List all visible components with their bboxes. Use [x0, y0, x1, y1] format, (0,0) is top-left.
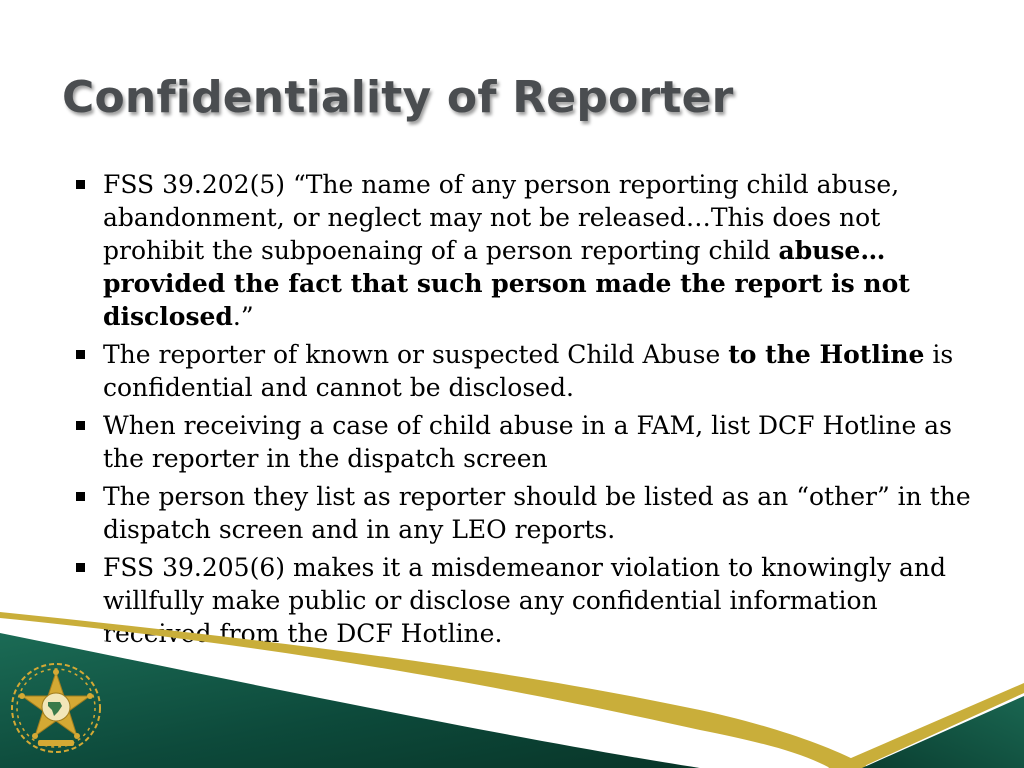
bullet-text-bold: to the Hotline [728, 340, 925, 369]
bullet-text: FSS 39.205(6) makes it a misdemeanor violation to knowingly and willfully make public or disclose any confidential information received from the DCF Hotline. [103, 553, 947, 648]
bullet-text-bold: abuse…provided the fact that such person made the report is not disclosed [103, 236, 910, 331]
bullet-text: is confidential and cannot be disclosed. [103, 340, 954, 402]
footer-green-band-right [862, 696, 1024, 768]
bullet-text: The reporter of known or suspected Child Abuse [103, 340, 729, 369]
slide-title: Confidentiality of Reporter [62, 72, 734, 123]
bullet-text: The person they list as reporter should be listed as an “other” in the dispatch screen and in any LEO reports. [103, 482, 971, 544]
bullet-text: .” [232, 302, 254, 331]
bullet-text: FSS 39.202(5) “The name of any person reporting child abuse, abandonment, or neglect may not be released…This does not prohibit the subpoenaing of a person reporting child [103, 170, 900, 265]
sheriff-seal-icon [8, 660, 104, 756]
bullet-text: When receiving a case of child abuse in a FAM, list DCF Hotline as the reporter in the dispatch screen [103, 411, 952, 473]
